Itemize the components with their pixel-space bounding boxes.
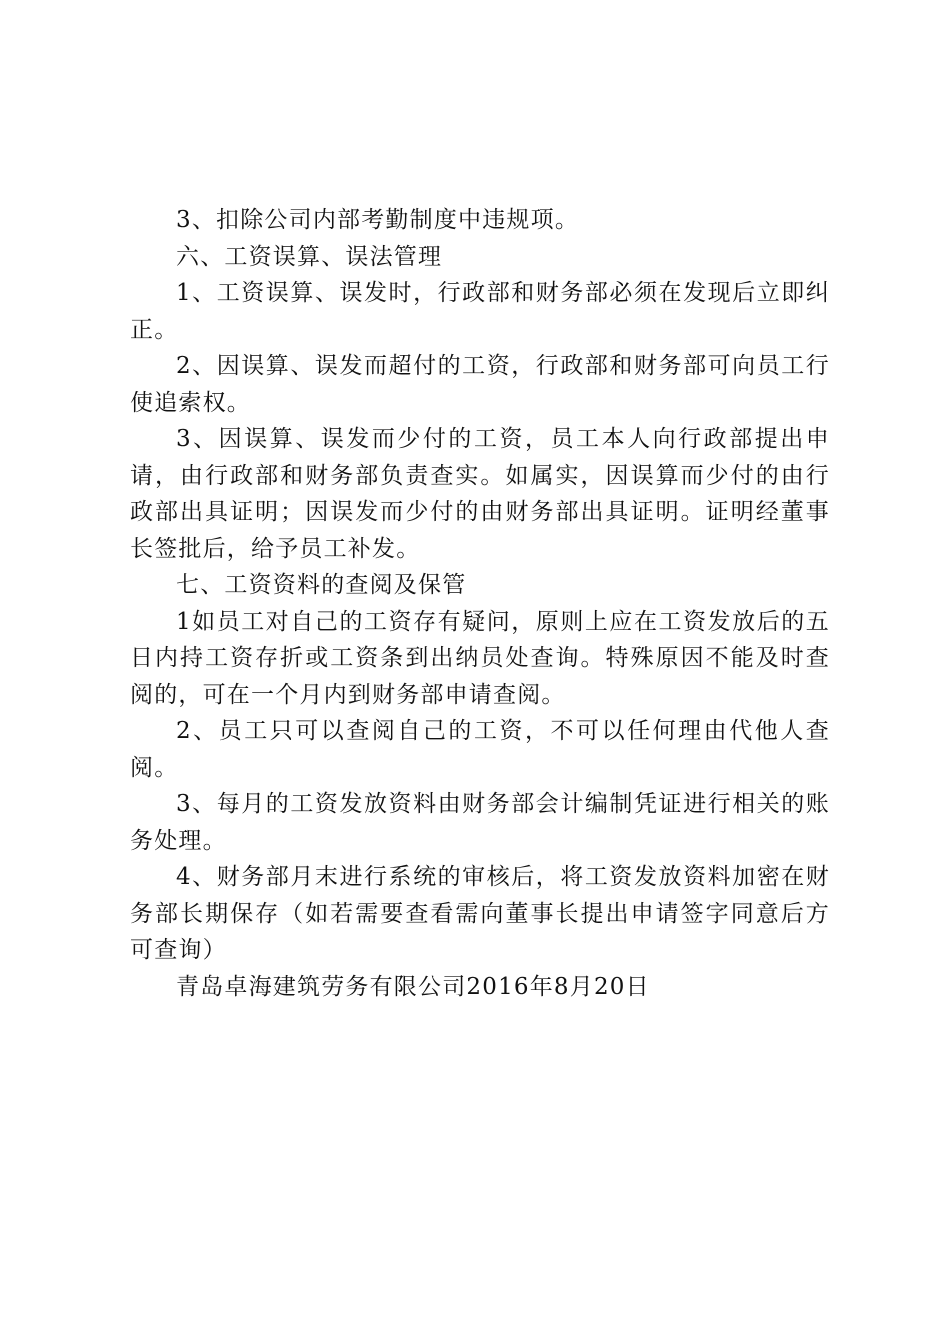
paragraph-storage: 4、财务部月末进行系统的审核后，将工资发放资料加密在财务部长期保存（如若需要查看需向董事长提出申请签字同意后方可查询） [130,864,830,963]
signature-line: 青岛卓海建筑劳务有限公司2016年8月20日 [176,973,650,1000]
section-heading-six: 六、工资误算、误法管理 [176,243,443,270]
paragraph-deduction-item: 3、扣除公司内部考勤制度中违规项。 [176,207,580,233]
document-body [130,202,830,1005]
paragraph-underpayment: 3、因误算、误发而少付的工资，员工本人向行政部提出申请，由行政部和财务部负责查实。如属实，因误算而少付的由行政部出具证明；因误发而少付的由财务部出具证明。证明经董事长签批后，给予员工补发。 [130,426,830,562]
paragraph-overpayment: 2、因误算、误发而超付的工资，行政部和财务部可向员工行使追索权。 [130,353,830,416]
section-heading-seven: 七、工资资料的查阅及保管 [176,572,467,598]
paragraph-own-salary-only: 2、员工只可以查阅自己的工资，不可以任何理由代他人查阅。 [130,718,830,781]
paragraph-correction: 1、工资误算、误发时，行政部和财务部必须在发现后立即纠正。 [130,280,830,343]
paragraph-inquiry: 1如员工对自己的工资存有疑问，原则上应在工资发放后的五日内持工资存折或工资条到出纳员处查询。特殊原因不能及时查阅的，可在一个月内到财务部申请查阅。 [130,608,830,708]
paragraph-accounting: 3、每月的工资发放资料由财务部会计编制凭证进行相关的账务处理。 [130,791,830,854]
